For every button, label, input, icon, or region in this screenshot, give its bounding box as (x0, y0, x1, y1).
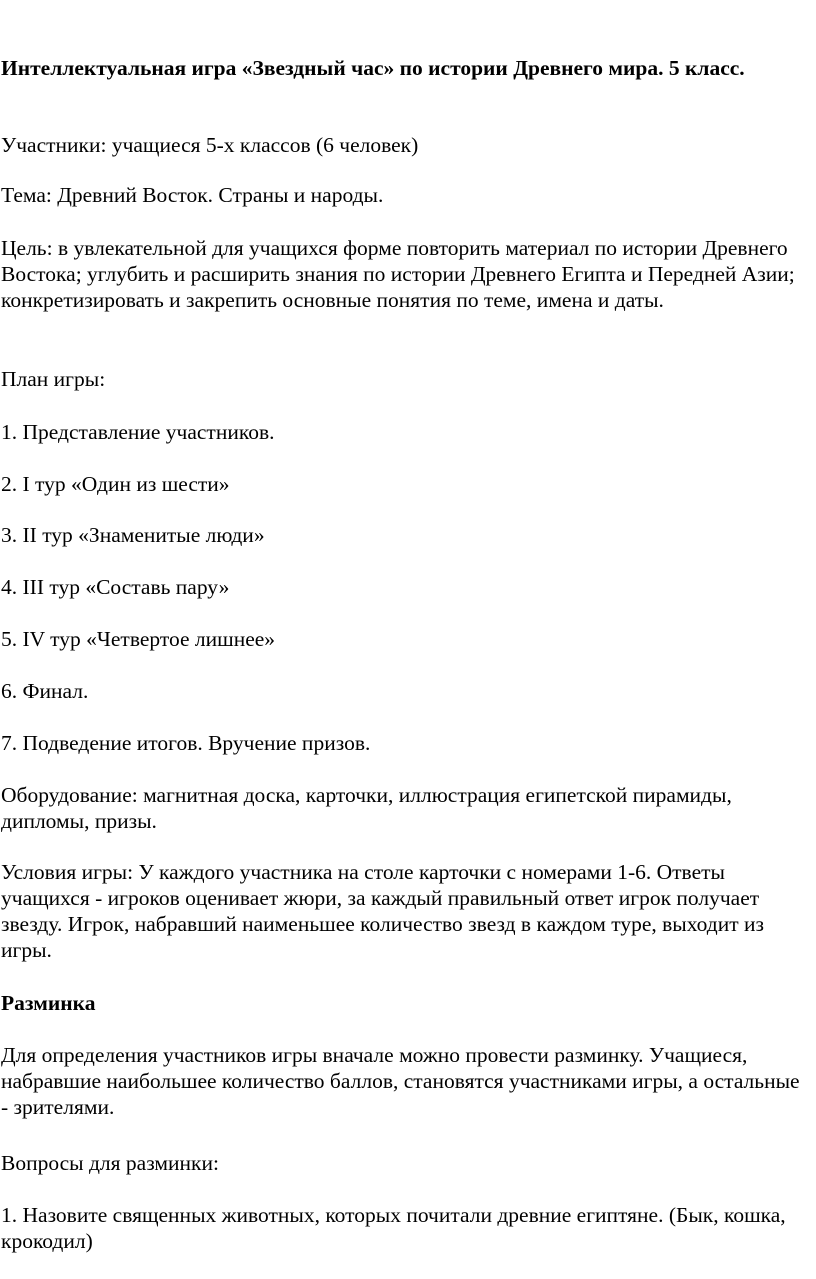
plan-item: 4. III тур «Составь пару» (1, 575, 230, 599)
plan-item: 6. Финал. (1, 679, 89, 703)
rules-paragraph: Условия игры: У каждого участника на столе карточки с номерами 1-6. Ответы учащихся - игроков оценивает жюри, за каждый правильный ответ игрок получает звезду. Игрок, набравший наименьшее количество звезд в каждом туре, выходит из игры. (1, 860, 764, 962)
warmup-heading: Разминка (1, 991, 96, 1015)
participants-paragraph: Участники: учащиеся 5-х классов (6 человек) (1, 133, 419, 157)
goal-paragraph: Цель: в увлекательной для учащихся форме повторить материал по истории Древнего Востока; углубить и расширить знания по истории Древнего Египта и Передней Азии; конкретизировать и закрепить основные понятия по теме, имена и даты. (1, 236, 795, 312)
plan-item: 1. Представление участников. (1, 420, 275, 444)
warmup-questions-heading: Вопросы для разминки: (1, 1151, 219, 1175)
document-title: Интеллектуальная игра «Звездный час» по истории Древнего мира. 5 класс. (1, 56, 745, 80)
topic-paragraph: Тема: Древний Восток. Страны и народы. (1, 183, 384, 207)
warmup-paragraph: Для определения участников игры вначале можно провести разминку. Учащиеся, набравшие наибольшее количество баллов, становятся участниками игры, а остальные - зрителями. (1, 1043, 800, 1119)
equipment-paragraph: Оборудование: магнитная доска, карточки, иллюстрация египетской пирамиды, дипломы, призы. (1, 783, 732, 833)
warmup-question-item: 1. Назовите священных животных, которых почитали древние египтяне. (Бык, кошка, крокодил) (1, 1203, 786, 1253)
plan-item: 2. I тур «Один из шести» (1, 472, 230, 496)
plan-heading: План игры: (1, 367, 106, 391)
plan-item: 5. IV тур «Четвертое лишнее» (1, 627, 276, 651)
plan-item: 3. II тур «Знаменитые люди» (1, 523, 265, 547)
plan-item: 7. Подведение итогов. Вручение призов. (1, 731, 371, 755)
